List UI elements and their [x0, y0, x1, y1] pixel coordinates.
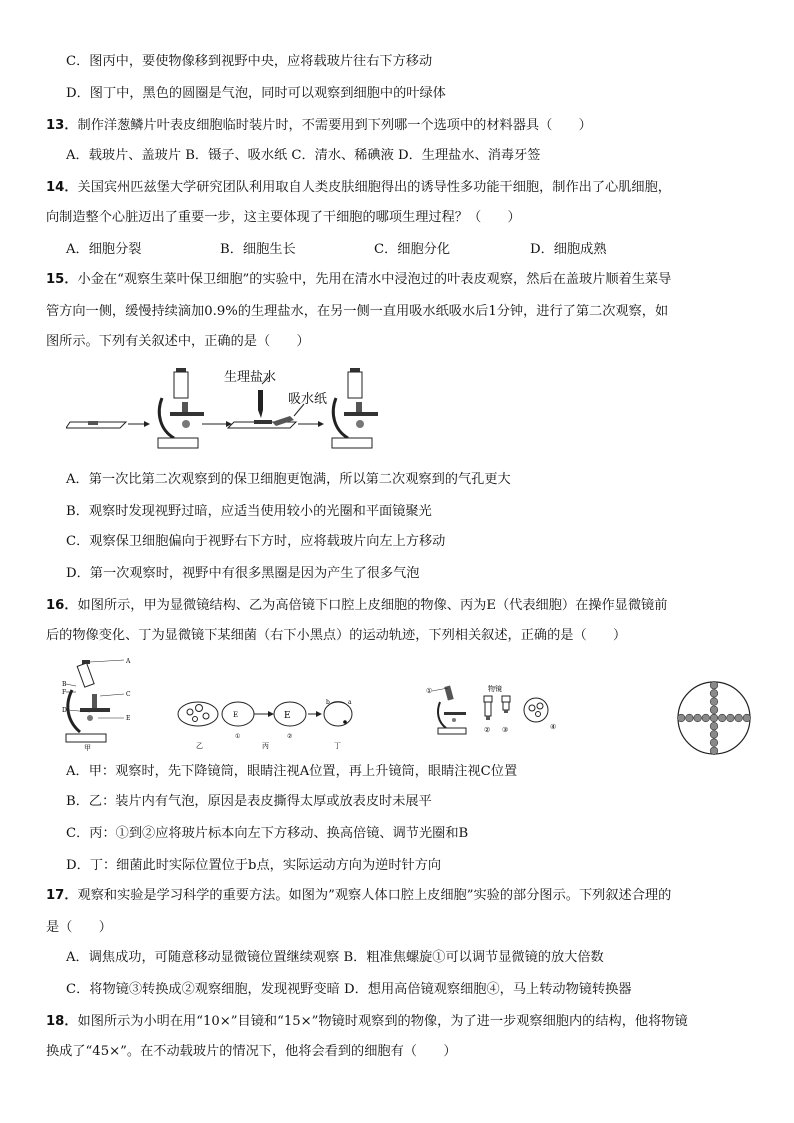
q14-option-c: C．细胞分化: [374, 242, 451, 257]
cell-letter-1: E: [233, 711, 239, 719]
view-field: [524, 698, 548, 722]
cell-icon: [196, 705, 203, 712]
label-b-point: b: [326, 699, 330, 706]
q16-option-a: A．甲：观察时，先下降镜筒，眼睛注视A位置，再上升镜筒，眼睛注视C位置: [66, 764, 518, 779]
cell-letter-2: E: [284, 711, 291, 721]
question-14-cont: 向制造整个心脏迈出了重要一步，这主要体现了干细胞的哪项生理过程？（ ）: [46, 210, 521, 225]
cell-icon: [710, 714, 718, 722]
objective-lens-long-icon: [484, 696, 492, 720]
cell-icon: [743, 714, 751, 722]
question-18: [46, 1012, 688, 1032]
microscope-diagram: [66, 660, 124, 742]
cell-icon: [702, 714, 710, 722]
dropper-tip-icon: [258, 410, 263, 418]
question-15-cont: 图所示。下列有关叙述中，正确的是（ ）: [46, 334, 310, 349]
q16-option-c: C．丙：①到②应将玻片标本向左下方移动、换高倍镜、调节光圈和B: [66, 826, 469, 841]
question-16: [46, 596, 667, 616]
caption-jia: 甲: [84, 744, 91, 752]
q15-option-b: B．观察时发现视野过暗，应适当使用较小的光圈和平面镜聚光: [66, 504, 432, 519]
cell-icon: [710, 722, 718, 730]
microscope-icon: [438, 685, 466, 734]
label-absorbent-paper: 吸水纸: [288, 392, 328, 407]
q13-options: A．载玻片、盖玻片 B．镊子、吸水纸 C．清水、稀碘液 D．生理盐水、消毒牙签: [66, 148, 541, 163]
label-num2: ②: [287, 733, 293, 740]
view-field-yi: [178, 702, 218, 726]
label-e: E: [126, 715, 131, 722]
label-num4: ④: [550, 723, 557, 731]
q15-option-a: A．第一次比第二次观察到的保卫细胞更饱满，所以第二次观察到的气孔更大: [66, 472, 511, 487]
cell-icon: [187, 709, 193, 715]
question-number: 14．: [46, 180, 78, 195]
q16-option-d: D．丁：细菌此时实际位置位于b点，实际运动方向为逆时针方向: [66, 858, 442, 873]
arrow-head-icon: [144, 421, 150, 427]
absorbent-paper-icon: [272, 416, 294, 426]
microscope-icon: [332, 368, 378, 448]
q15-option-d: D．第一次观察时，视野中有很多黑圈是因为产生了很多气泡: [66, 566, 420, 581]
question-stem: 关国宾州匹兹堡大学研究团队利用取自人类皮肤细胞得出的诱导性多功能干细胞，制作出了心肌细胞，: [77, 180, 671, 195]
dropper-icon: [258, 390, 263, 410]
label-num3: ③: [502, 726, 509, 734]
cell-icon: [677, 714, 685, 722]
cell-icon: [710, 706, 718, 714]
question-14: [46, 178, 671, 198]
specimen-icon: [254, 420, 272, 424]
question-stem: 如图所示为小明在用“10×”目镜和“15×”物镜时观察到的物像，为了进一步观察细胞内的结构，他将物镜: [77, 1014, 688, 1029]
cell-icon: [710, 747, 718, 755]
q17-figure: [426, 682, 602, 738]
cell-icon: [710, 690, 718, 698]
cell-icon: [536, 712, 541, 717]
label-a-point: a: [348, 699, 352, 706]
bubble-icon: [193, 717, 198, 722]
label-num2: ②: [484, 726, 491, 734]
question-stem: 小金在“观察生菜叶保卫细胞”的实验中，先用在清水中浸泡过的叶表皮观察，然后在盖玻片顺着生菜导: [77, 272, 672, 287]
cell-icon: [710, 731, 718, 739]
specimen-icon: [88, 421, 98, 425]
caption-yi: 乙: [196, 742, 203, 750]
label-b: B: [62, 681, 67, 688]
label-saline: 生理盐水: [224, 370, 277, 385]
q16-option-b: B．乙：装片内有气泡，原因是表皮撕得太厚或放表皮时未展平: [66, 794, 432, 809]
cell-icon: [710, 698, 718, 706]
question-15-cont: 管方向一侧，缓慢持续滴加0.9%的生理盐水，在另一侧一直用吸水纸吸水后1分钟，进行了第二次观察，如: [46, 304, 669, 319]
question-number: 18．: [46, 1014, 78, 1029]
cell-icon: [710, 681, 718, 689]
question-16-cont: 后的物像变化、丁为显微镜下某细菌（右下小黑点）的运动轨迹，下列相关叙述，正确的是（ ）: [46, 628, 627, 643]
bacterium-dot: [343, 720, 347, 724]
question-number: 17．: [46, 888, 78, 903]
question-17-cont: 是（ ）: [46, 920, 112, 935]
question-17: [46, 886, 671, 906]
label-c: C: [126, 691, 131, 698]
q17-options-ab: A．调焦成功，可随意移动显微镜位置继续观察 B．粗准焦螺旋①可以调节显微镜的放大倍数: [66, 950, 604, 965]
q15-figure: [66, 364, 396, 458]
label-objective: 物镜: [488, 685, 502, 693]
label-num1: ①: [235, 733, 241, 740]
label-d: D: [62, 707, 67, 714]
cell-icon: [537, 703, 543, 709]
q18-figure: [676, 680, 752, 756]
q16-figure: [62, 656, 362, 752]
label-f: F: [62, 689, 67, 696]
question-13: [46, 116, 592, 136]
q17-options-cd: C．将物镜③转换成②观察细胞，发现视野变暗 D．想用高倍镜观察细胞④，马上转动物镜转换器: [66, 982, 632, 997]
arrow-head-icon: [226, 421, 232, 427]
q15-option-c: C．观察保卫细胞偏向于视野右下方时，应将载玻片向左上方移动: [66, 534, 446, 549]
question-number: 15．: [46, 272, 78, 287]
cell-icon: [686, 714, 694, 722]
label-num1: ①: [426, 687, 433, 695]
cell-icon: [529, 705, 535, 711]
question-stem: 如图所示，甲为显微镜结构、乙为高倍镜下口腔上皮细胞的物像、丙为E（代表细胞）在操作显微镜前: [77, 598, 668, 613]
caption-bing: 丙: [262, 742, 269, 750]
label-a: A: [126, 658, 131, 665]
arrow-head-icon: [268, 711, 274, 717]
arrow-head-icon: [316, 711, 322, 717]
caption-ding: 丁: [334, 742, 341, 750]
cell-icon: [694, 714, 702, 722]
question-18-cont: 换成了“45×”。在不动载玻片的情况下，他将会看到的细胞有（ ）: [46, 1044, 457, 1059]
question-number: 13．: [46, 118, 78, 133]
objective-lens-short-icon: [502, 696, 510, 713]
q12-option-d: D．图丁中，黑色的圆圈是气泡，同时可以观察到细胞中的叶绿体: [66, 86, 446, 101]
microscope-icon: [158, 368, 204, 448]
question-15: [46, 270, 671, 290]
arrow-head-icon: [318, 421, 324, 427]
question-stem: 制作洋葱鳞片叶表皮细胞临时装片时，不需要用到下列哪一个选项中的材料器具（ ）: [77, 118, 592, 133]
cell-icon: [710, 739, 718, 747]
question-number: 16．: [46, 598, 78, 613]
cell-icon: [203, 713, 209, 719]
question-stem: 观察和实验是学习科学的重要方法。如图为”观察人体口腔上皮细胞”实验的部分图示。下列叙述合理的: [77, 888, 672, 903]
q14-option-a: A．细胞分裂: [66, 242, 142, 257]
cell-icon: [735, 714, 743, 722]
q14-option-d: D．细胞成熟: [530, 242, 607, 257]
q12-option-c: C．图丙中，要使物像移到视野中央，应将载玻片往右下方移动: [66, 54, 433, 69]
q14-option-b: B．细胞生长: [220, 242, 296, 257]
cell-icon: [718, 714, 726, 722]
cell-icon: [727, 714, 735, 722]
